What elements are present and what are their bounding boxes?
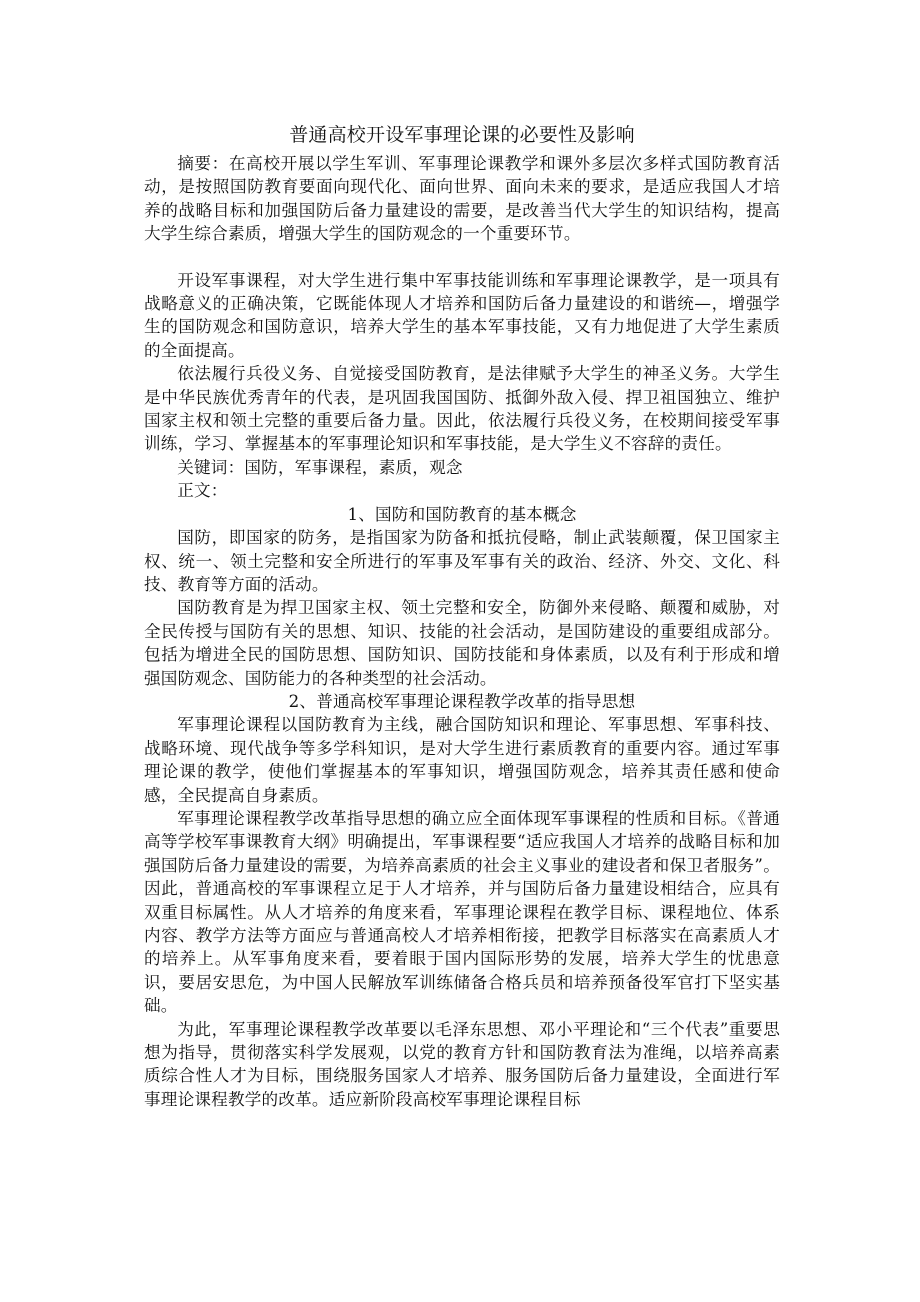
section-heading: 1、国防和国防教育的基本概念	[347, 504, 577, 524]
section-heading: 2、普通高校军事理论课程教学改革的指导思想	[288, 691, 636, 711]
section-paragraph: 国防，即国家的防务，是指国家为防备和抵抗侵略，制止武装颠覆，保卫国家主权、统一、领土完整和安全所进行的军事及军事有关的政治、经济、外交、文化、科技、教育等方面的活动。	[144, 528, 780, 594]
keywords-line: 关键词：国防，军事课程，素质，观念	[177, 457, 463, 477]
blank-line	[144, 246, 780, 269]
section-paragraph: 为此，军事理论课程教学改革要以毛泽东思想、邓小平理论和“三个代表”重要思想为指导，贯彻落实科学发展观，以党的教育方针和国防教育法为准绳，以培养高素质综合性人才为目标，围绕服务国家人才培养、服务国防后备力量建设，全面进行军事理论课程教学的改革。适应新阶段高校军事理论课程目标	[144, 1019, 780, 1109]
body-label: 正文：	[177, 481, 228, 501]
intro-paragraph: 依法履行兵役义务、自觉接受国防教育，是法律赋予大学生的神圣义务。大学生是中华民族优秀青年的代表，是巩固我国国防、抵御外敌入侵、捍卫祖国独立、维护国家主权和领土完整的重要后备力量。因此，依法履行兵役义务，在校期间接受军事训练，学习、掌握基本的军事理论知识和军事技能，是大学生义不容辞的责任。	[144, 364, 780, 454]
section-paragraph: 军事理论课程以国防教育为主线，融合国防知识和理论、军事思想、军事科技、战略环境、现代战争等多学科知识，是对大学生进行素质教育的重要内容。通过军事理论课的教学，使他们掌握基本的军事知识，增强国防观念，培养其责任感和使命感，全民提高自身素质。	[144, 715, 780, 805]
section-paragraph: 军事理论课程教学改革指导思想的确立应全面体现军事课程的性质和目标。《普通高等学校军事课教育大纲》明确提出，军事课程要“适应我国人才培养的战略目标和加强国防后备力量建设的需要，为培养高素质的社会主义事业的建设者和保卫者服务”。因此，普通高校的军事课程立足于人才培养，并与国防后备力量建设相结合，应具有双重目标属性。从人才培养的角度来看，军事理论课程在教学目标、课程地位、体系内容、教学方法等方面应与普通高校人才培养相衔接，把教学目标落实在高素质人才的培养上。从军事角度来看，要着眼于国内国际形势的发展，培养大学生的忧患意识，要居安思危，为中国人民解放军训练储备合格兵员和培养预备役军官打下坚实基础。	[144, 808, 780, 1016]
intro-paragraph: 开设军事课程，对大学生进行集中军事技能训练和军事理论课教学，是一项具有战略意义的正确决策，它既能体现人才培养和国防后备力量建设的和谐统—，增强学生的国防观念和国防意识，培养大学生的基本军事技能，又有力地促进了大学生素质的全面提高。	[144, 270, 780, 360]
document-title: 普通高校开设军事理论课的必要性及影响	[289, 124, 635, 146]
abstract-paragraph: 摘要：在高校开展以学生军训、军事理论课教学和课外多层次多样式国防教育活动，是按照国防教育要面向现代化、面向世界、面向未来的要求，是适应我国人才培养的战略目标和加强国防后备力量建设的需要，是改善当代大学生的知识结构，提高大学生综合素质，增强大学生的国防观念的一个重要环节。	[144, 154, 780, 244]
document-body	[144, 122, 780, 1111]
section-paragraph: 国防教育是为捍卫国家主权、领土完整和安全，防御外来侵略、颠覆和威胁，对全民传授与国防有关的思想、知识、技能的社会活动，是国防建设的重要组成部分。包括为增进全民的国防思想、国防知识、国防技能和身体素质，以及有利于形成和增强国防观念、国防能力的各种类型的社会活动。	[144, 598, 780, 688]
